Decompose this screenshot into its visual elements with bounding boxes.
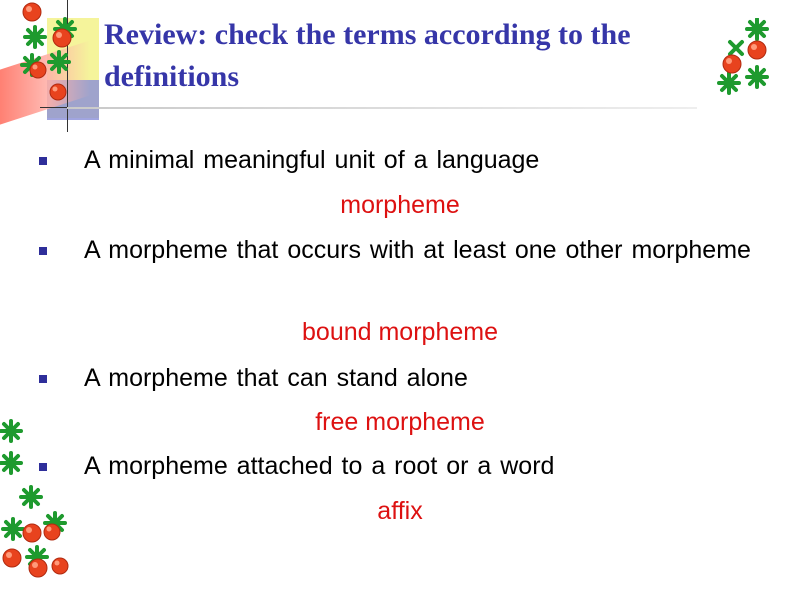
definition-text: A morpheme that can stand alone xyxy=(84,364,468,392)
answer-text: morpheme xyxy=(340,191,460,219)
bullet-icon xyxy=(39,463,47,471)
definition-text: A morpheme that occurs with at least one other morpheme xyxy=(84,236,751,264)
title-underline xyxy=(67,107,697,109)
answer-text: affix xyxy=(377,497,423,525)
flower-cluster-icon xyxy=(10,0,90,110)
bullet-icon xyxy=(39,157,47,165)
slide-title: Review: check the terms according to the definitions xyxy=(104,18,631,93)
definition-text: A morpheme attached to a root or a word xyxy=(84,452,555,480)
definition-text: A minimal meaningful unit of a language xyxy=(84,146,540,174)
bullet-icon xyxy=(39,247,47,255)
bullet-icon xyxy=(39,375,47,383)
answer-text: free morpheme xyxy=(315,408,485,436)
answer-text: bound morpheme xyxy=(302,318,498,346)
